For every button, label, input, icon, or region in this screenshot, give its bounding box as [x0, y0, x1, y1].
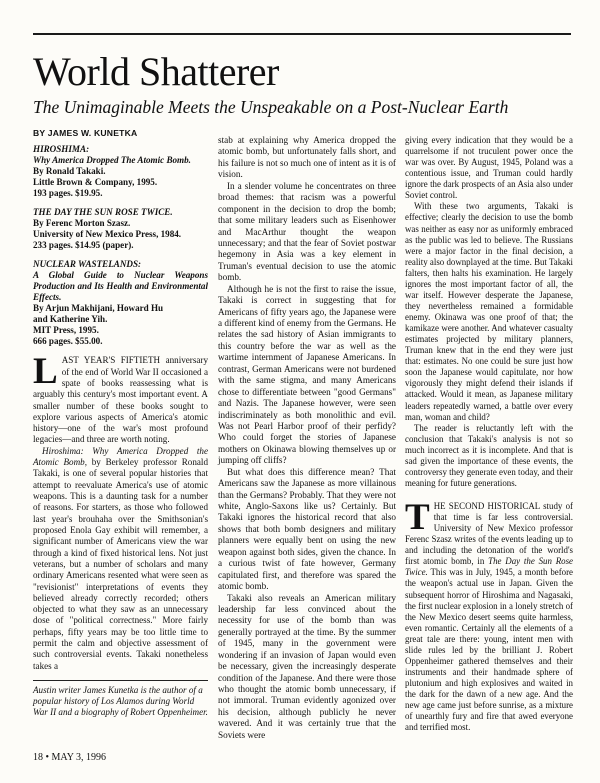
book-publisher: Little Brown & Company, 1995.	[33, 177, 158, 188]
article-subtitle: The Unimaginable Meets the Unspeakable on a Post-Nuclear Earth	[33, 97, 509, 117]
footnote-rule	[33, 680, 208, 681]
article-title: World Shatterer	[33, 49, 279, 94]
byline: BY JAMES W. KUNETKA	[33, 128, 138, 138]
body-paragraph: With these two arguments, Takaki is effective; clearly the decision to use the bomb was neither as easy nor as uniformly embraced as the public was led to believe. The Russians were a major factor in the final decision, a reality also downplayed at the time. But Takaki falters, then halts his examination. He largely ignores the most important factor of all, the war itself. However desperate the Japanese, they nevertheless remained a formidable enemy. Okinawa was one proof of that; the kamikaze were another. And whatever casualty estimates projected by military planners, Truman knew that in the end they were just that: estimates. No one could be sure just how soon the Japanese would capitulate, nor how vigorously they might defend their islands if attacked. Would it mean, as Japanese military leaders repeatedly warned, a battle over every man, woman and child?	[405, 201, 573, 422]
book-title: HIROSHIMA:	[33, 144, 90, 154]
book-price: 193 pages. $19.95.	[33, 188, 103, 199]
book-title: NUCLEAR WASTELANDS:	[33, 259, 142, 270]
column-3	[405, 135, 573, 733]
lead-caps: HE SECOND HISTORICAL	[433, 501, 540, 511]
drop-cap: T	[405, 497, 430, 538]
book-author: By Arjun Makhijani, Howard Hu	[33, 303, 164, 314]
book-subtitle: Why America Dropped The Atomic Bomb.	[33, 155, 191, 166]
book-publisher: University of New Mexico Press, 1984.	[33, 229, 182, 240]
body-paragraph: In a slender volume he concentrates on three broad themes: that racism was a powerful component in the decision to drop the bomb; that some military leaders such as Eisenhower and MacArthur thought the weapon unnecessary; and that the fear of Soviet postwar hegemony in Asia was a key element in Truman's eventual decision to use the atomic bomb.	[218, 180, 396, 283]
book-entry-1	[33, 144, 208, 199]
book-author: By Ronald Takaki.	[33, 166, 106, 177]
body-paragraph: The reader is reluctantly left with the conclusion that Takaki's analysis is not so much incorrect as it is incomplete. And that is sad given the importance of these events, the controversy they generate even today, and their meaning for future generations.	[405, 422, 573, 488]
column-1	[33, 144, 208, 672]
drop-cap: L	[33, 351, 58, 393]
book-author-cont: and Katherine Yih.	[33, 314, 108, 325]
body-paragraph: Takaki also reveals an American military leadership far less convinced about the necessity for use of the bomb than was generally portrayed at the time. By the summer of 1945, many in the government were wondering if an invasion of Japan would even be necessary, given the increasingly desperate condition of the Japanese. And there were those who thought the atomic bomb unnecessary, if not immoral. Truman evidently agonized over his decision, although publicly he never wavered. And it was certainly true that the Soviets were	[218, 592, 396, 740]
body-paragraph: giving every indication that they would be a quarrelsome if not truculent power once the war was over. By August, 1945, Poland was a contentious issue, and Truman could hardly ignore the dark prospects of an Asia also under Soviet control.	[405, 135, 573, 201]
lead-caps: AST YEAR'S FIFTIETH	[61, 355, 161, 366]
book-author: By Ferenc Morton Szasz.	[33, 218, 131, 229]
body-paragraph: But what does this difference mean? That Americans saw the Japanese as more villainous than the Germans? Probably. That they were not white, Anglo-Saxons like us? Certainly. But Takaki ignores the historical record that also shows that both bomb designers and military planners were equally bent on using the new weapon against both sides, given the chance. In a curious twist of fate however, Germany capitulated first, and therefore was spared the atomic bomb.	[218, 466, 396, 592]
author-note: Austin writer James Kunetka is the author of a popular history of Los Alamos during World War II and a biography of Robert Oppenheimer.	[33, 685, 208, 718]
book-entry-2	[33, 207, 208, 251]
book-entry-3	[33, 259, 208, 347]
body-paragraph: Although he is not the first to raise the issue, Takaki is correct in suggesting that for Americans of fifty years ago, the Japanese were a different kind of enemy from the Germans. He relates the sad history of Asian immigrants to this country before the war as well as the wartime internment of Japanese Americans. In contrast, German Americans were not burdened with the same stigma, and many Americans chose to differentiate between "good Germans" and Nazis. The Japanese however, were seen indiscriminately as both monolithic and evil. Was not Pearl Harbor proof of their perfidy? Who could forget the stories of Japanese mothers on Okinawa blowing themselves up or jumping off cliffs?	[218, 283, 396, 466]
book-price: 233 pages. $14.95 (paper).	[33, 240, 134, 251]
book-title: THE DAY THE SUN ROSE TWICE.	[33, 207, 173, 218]
top-rule	[33, 33, 571, 35]
body-paragraph: THE SECOND HISTORICAL study of that time is far less controversial. University of New Mexico professor Ferenc Szasz writes of the events leading up to and including the detonation of the world's first atomic bomb, in The Day the Sun Rose Twice. This was in July, 1945, a month before the weapon's actual use in Japan. Given the subsequent horror of Hiroshima and Nagasaki, the first nuclear explosion in a lonely stretch of the New Mexico desert seems quite harmless, even romantic. Certainly all the elements of a great tale are there: young, intent men with slide rules led by the brilliant J. Robert Oppenheimer gathered themselves and their instruments and their handmade sphere of plutonium and high explosives and waited in the dark for the dawn of a new age. And the new age came just before sunrise, as a mixture of unearthly fury and fire that awed everyone and terrified most.	[405, 497, 573, 733]
body-paragraph: stab at explaining why America dropped the atomic bomb, but unfortunately falls short, and his failure is not so much one of intent as it is of vision.	[218, 135, 396, 180]
book-subtitle: A Global Guide to Nuclear Weapons Production and Its Health and Environmental Effects.	[33, 270, 208, 303]
book-publisher: MIT Press, 1995.	[33, 325, 99, 336]
body-paragraph: LAST YEAR'S FIFTIETH anniversary of the end of World War II occasioned a spate of books reassessing what is arguably this century's most important event. A smaller number of these books sought to explore various aspects of America's atomic history—one of the war's most profound legacies—and three are worth noting.	[33, 351, 208, 445]
page-folio: 18 • MAY 3, 1996	[33, 752, 107, 763]
body-paragraph: Hiroshima: Why America Dropped the Atomic Bomb, by Berkeley professor Ronald Takaki, is one of several popular histories that attempt to reevaluate America's use of atomic weapons. This is a daunting task for a number of reasons. For starters, as those who followed last year's brouhaha over the Smithsonian's proposed Enola Gay exhibit will remember, a significant number of Americans view the war through a kind of fixed historical lens. Not just veterans, but a number of scholars and many ordinary Americans resented what were seen as "revisionist" interpretations of events they believed already correctly recorded; others objected to what they saw as an unnecessary dose of "political correctness." More fairly perhaps, fifty years may be too little time to permit the calm and objective assessment of such controversial events. Takaki nonetheless takes a	[33, 445, 208, 671]
book-price: 666 pages. $55.00.	[33, 336, 103, 347]
column-2	[218, 135, 396, 741]
